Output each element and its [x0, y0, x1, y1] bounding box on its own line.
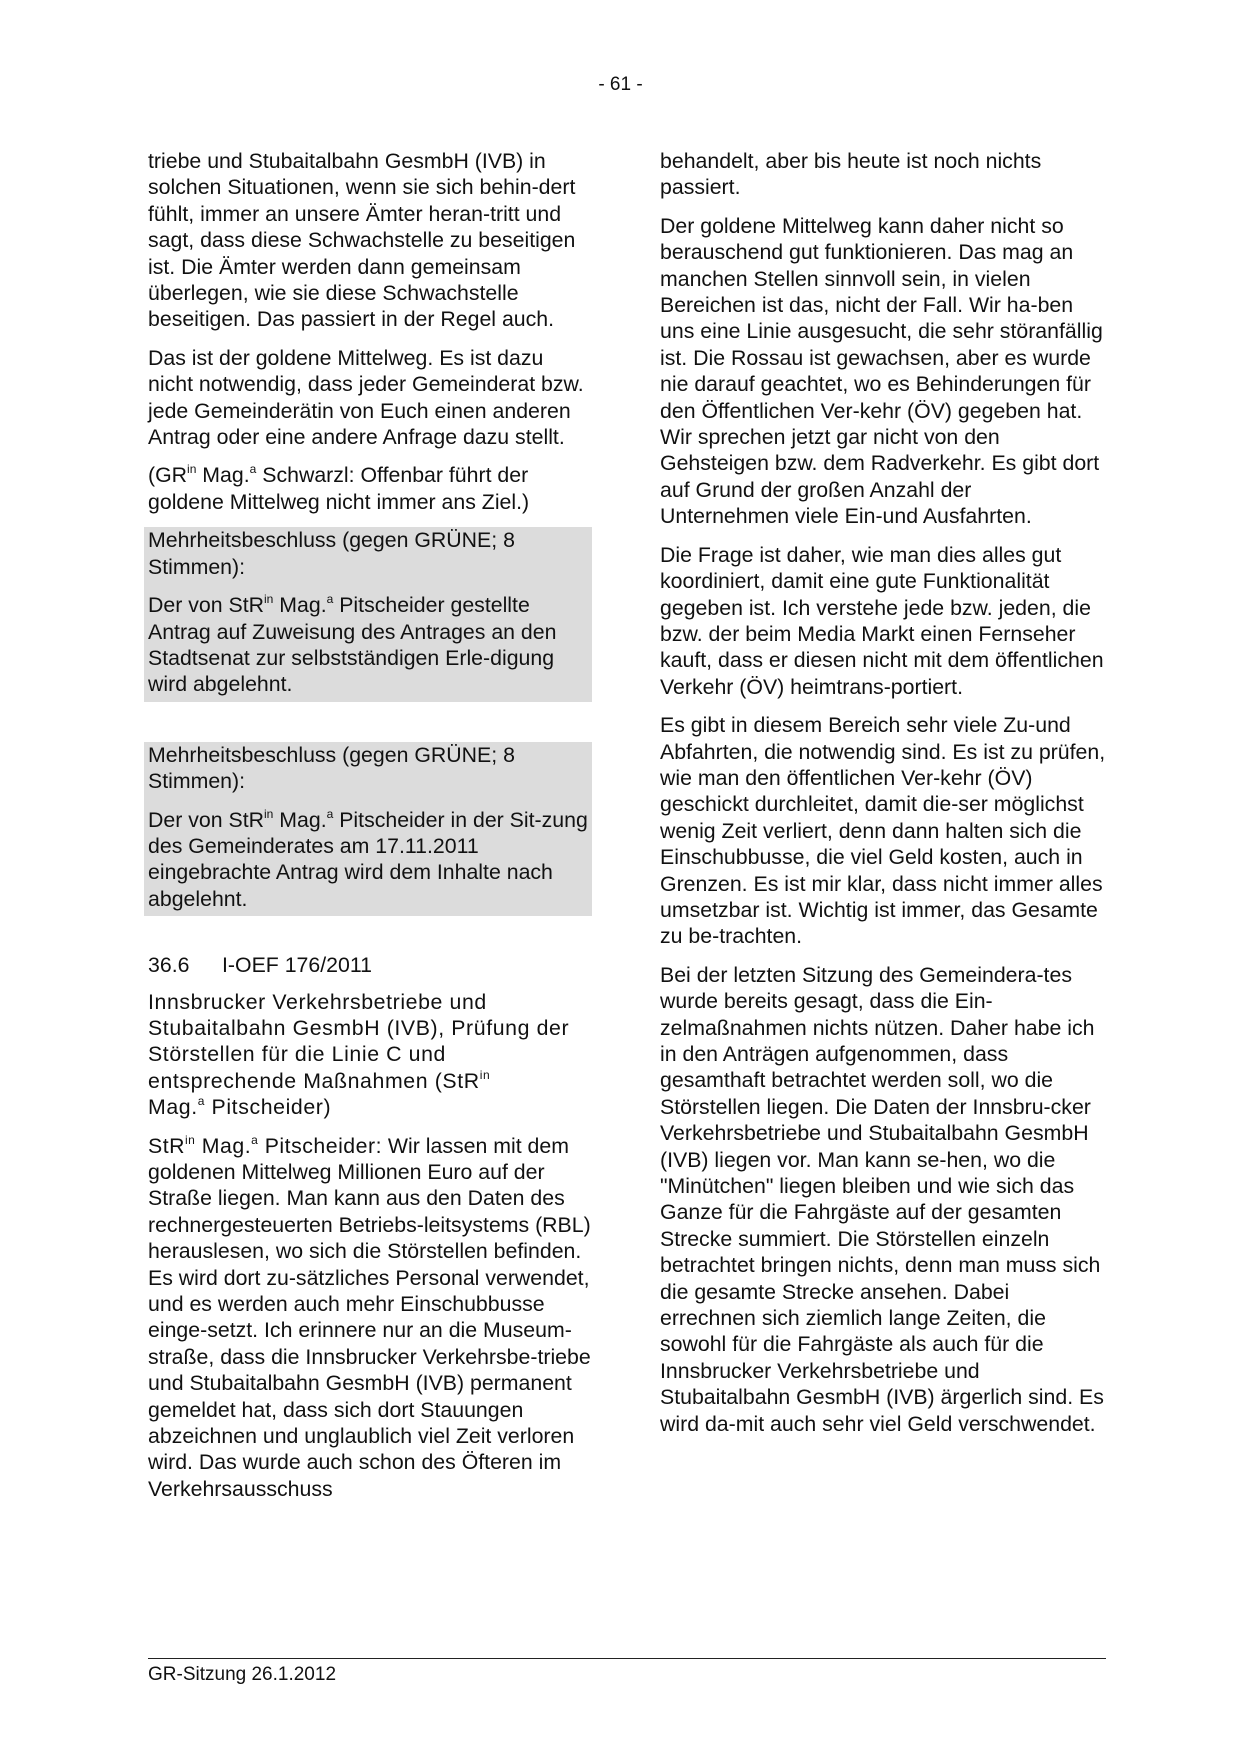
resolution-text: Der von StR$^{in}$ Mag.$^a$ Pitscheider in der Sit-zung des Gemeinderates am 17.11.2011 eingebrachte Antrag wird dem Inhalte nach abgelehnt.: [148, 806, 588, 911]
resolution-heading: Mehrheitsbeschluss (gegen GRÜNE; 8 Stimmen):: [148, 528, 515, 579]
resolution-box: [144, 742, 592, 916]
agenda-item-heading: [148, 952, 592, 978]
paragraph: Es gibt in diesem Bereich sehr viele Zu-und Abfahrten, die notwendig sind. Es ist zu prüfen, wie man den öffentlichen Ver-kehr (ÖV) geschickt durchleitet, damit die-ser möglichst wenig Zeit verliert, denn dann halten sich die Einschubbusse, die viel Geld kosten, auch in Grenzen. Es ist mir klar, dass nicht immer alles umsetzbar ist. Wichtig ist immer, das Gesamte zu be-trachten.: [660, 713, 1106, 949]
right-column: [660, 148, 1106, 1449]
paragraph: triebe und Stubaitalbahn GesmbH (IVB) in solchen Situationen, wenn sie sich behin-dert fühlt, immer an unsere Ämter heran-tritt und sagt, dass diese Schwachstelle zu beseitigen ist. Die Ämter werden dann gemeinsam überlegen, wie sie diese Schwachstelle beseitigen. Das passiert in der Regel auch.: [148, 149, 576, 332]
speech-paragraph: StR$^{in}$ Mag.$^a$ Pitscheider: Wir lassen mit dem goldenen Mittelweg Millionen Euro auf der Straße liegen. Man kann aus den Daten des rechnergesteuerten Betriebs-leitsystems (RBL) herauslesen, wo sich die Störstellen befinden. Es wird dort zu-sätzliches Personal verwendet, und es werden auch mehr Einschubbusse einge-setzt. Ich erinnere nur an die Museum-straße, dass die Innsbrucker Verkehrsbe-triebe und Stubaitalbahn GesmbH (IVB) permanent gemeldet hat, dass sich dort Stauungen abzeichnen und unglaublich viel Zeit verloren wird. Das wurde auch schon des Öfteren im Verkehrsausschuss: [148, 1132, 591, 1501]
resolution-text: Der von StR$^{in}$ Mag.$^a$ Pitscheider gestellte Antrag auf Zuweisung des Antrages an den Stadtsenat zur selbstständigen Erle-digung wird abgelehnt.: [148, 592, 557, 697]
footer-divider: [148, 1658, 1106, 1659]
agenda-item-code: I-OEF 176/2011: [222, 953, 372, 978]
page-number: - 61 -: [598, 74, 643, 95]
speaker-name: StR$^{in}$ Mag.$^a$ Pitscheider:: [148, 1132, 382, 1158]
agenda-item-number: 36.6: [148, 953, 190, 978]
paragraph: Bei der letzten Sitzung des Gemeindera-tes wurde bereits gesagt, dass die Ein-zelmaßnahmen nichts nützen. Daher habe ich in den Anträgen aufgenommen, dass gesamthaft betrachtet werden soll, wo die Störstellen liegen. Die Daten der Innsbru-cker Verkehrsbetriebe und Stubaitalbahn GesmbH (IVB) liegen vor. Man kann se-hen, wo die "Minütchen" liegen bleiben und wie sich das Ganze für die Fahrgäste auf der gesamten Strecke summiert. Die Störstellen einzeln betrachtet bringen nichts, denn man muss sich die gesamte Strecke ansehen. Dabei errechnen sich ziemlich lange Zeiten, die sowohl für die Fahrgäste als auch für die Innsbrucker Verkehrsbetriebe und Stubaitalbahn GesmbH (IVB) ärgerlich sind. Es wird da-mit auch sehr viel Geld verschwendet.: [660, 962, 1104, 1436]
paragraph: behandelt, aber bis heute ist noch nichts passiert.: [660, 149, 1042, 200]
resolution-heading: Mehrheitsbeschluss (gegen GRÜNE; 8 Stimmen):: [148, 742, 515, 794]
footer-text: GR-Sitzung 26.1.2012: [148, 1664, 337, 1685]
left-column: [148, 148, 592, 1514]
resolution-box: [144, 527, 592, 701]
paragraph: Die Frage ist daher, wie man dies alles gut koordiniert, damit eine gute Funktionalität gegeben ist. Ich verstehe jede bzw. jeden, die bzw. der beim Media Markt einen Fernseher kauft, dass er diesen nicht mit dem öffentlichen Verkehr (ÖV) heimtrans-portiert.: [660, 542, 1104, 699]
agenda-item-title: Innsbrucker Verkehrsbetriebe und Stubaitalbahn GesmbH (IVB), Prüfung der Störstellen für die Linie C und entsprechende Maßnahmen (StR$^{in}$ Mag.$^a$ Pitscheider): [148, 989, 570, 1120]
interjection: ($GR^{in}$ Mag.$^a$ Schwarzl: Offenbar führt der goldene Mittelweg nicht immer ans Ziel.): [148, 462, 530, 514]
paragraph: Der goldene Mittelweg kann daher nicht so berauschend gut funktionieren. Das mag an manchen Stellen sinnvoll sein, in vielen Bereichen ist das, nicht der Fall. Wir ha-ben uns eine Linie ausgesucht, die sehr störanfällig ist. Die Rossau ist gewachsen, aber es wurde nie darauf geachtet, wo es Behinderungen für den Öffentlichen Ver-kehr (ÖV) gegeben hat. Wir sprechen jetzt gar nicht von den Gehsteigen bzw. dem Radverkehr. Es gibt dort auf Grund der großen Anzahl der Unternehmen viele Ein-und Ausfahrten.: [660, 213, 1103, 529]
paragraph: Das ist der goldene Mittelweg. Es ist dazu nicht notwendig, dass jeder Gemeinderat bzw. jede Gemeinderätin von Euch einen anderen Antrag oder eine andere Anfrage dazu stellt.: [148, 345, 584, 450]
